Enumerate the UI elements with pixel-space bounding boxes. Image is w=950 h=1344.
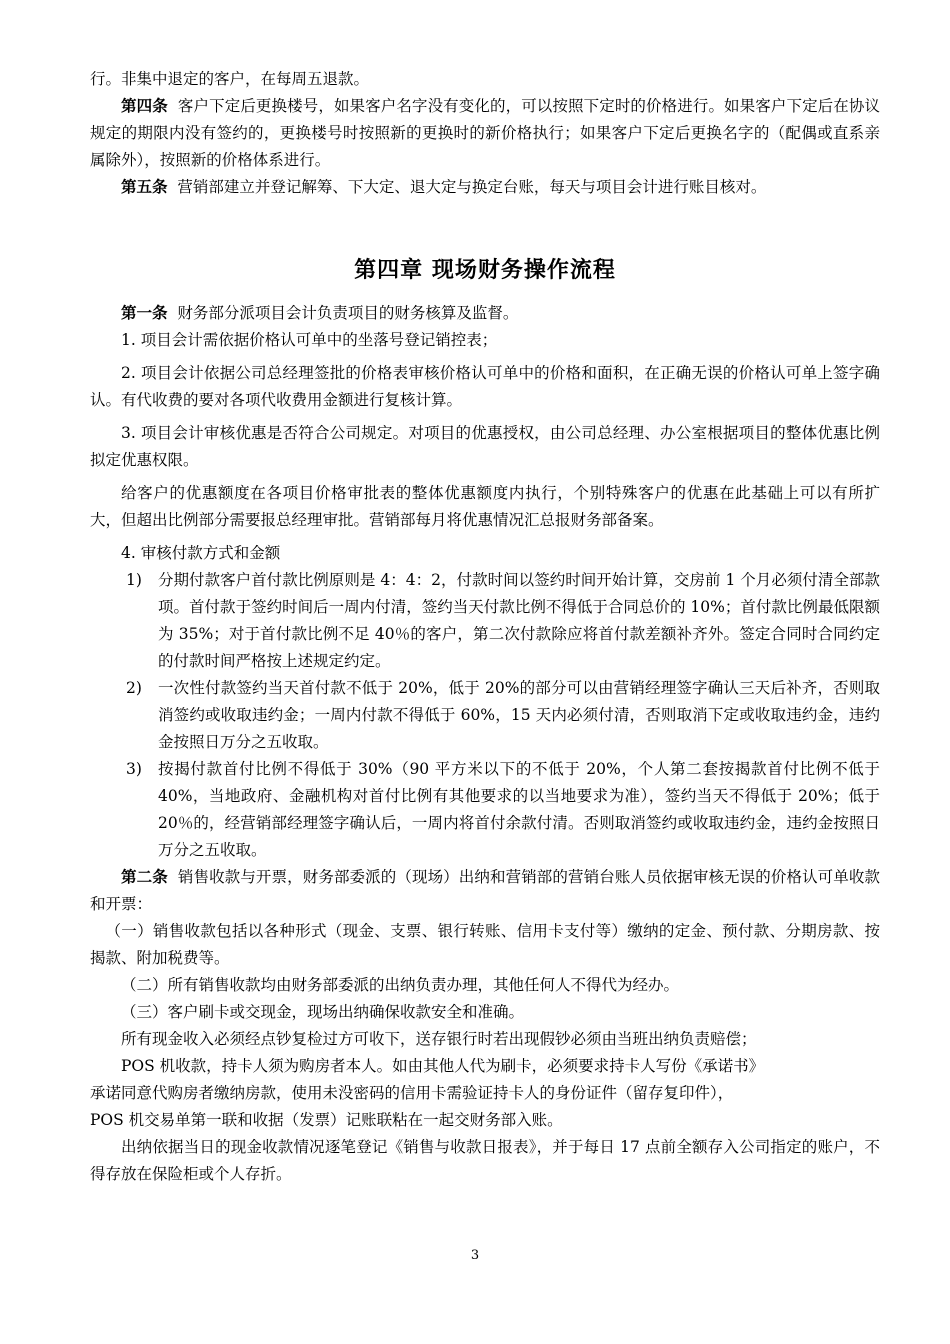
list-item-text: 一次性付款签约当天首付款不低于 20%，低于 20%的部分可以由营销经理签字确认三天后补齐，否则取消签约或收取违约金；一周内付款不得低于 60%，15 天内必须付清，否则取消下定或收取违约金，违约金按照日万分之五收取。 [158,679,880,751]
pos-line-1: POS 机收款，持卡人须为购房者本人。如由其他人代为刷卡，必须要求持卡人写份《承诺书》 [121,1057,765,1075]
list-item-text: 按揭付款首付比例不得低于 30%（90 平方米以下的不低于 20%，个人第二套按揭款首付比例不低于 40%，当地政府、金融机构对首付比例有其他要求的以当地要求为准），签约当天不得低于 20%；低于 20％的，经营销部经理签字确认后，一周内将首付余款付清。否则取消签约或收取违约金，违约金按照日万分之五收取。 [158,760,880,859]
document-page [90,66,880,1188]
article-5-title: 第五条 [121,178,168,196]
list-item-number: 3) [126,760,142,778]
clause-3: （三）客户刷卡或交现金，现场出纳确保收款安全和准确。 [121,1003,525,1021]
article-4-title: 第四条 [121,97,168,115]
item-4: 4. 审核付款方式和金额 [121,544,281,562]
item-1: 1. 项目会计需依据价格认可单中的坐落号登记销控表； [121,331,498,349]
cash-paragraph: 所有现金收入必须经点钞复检过方可收下，送存银行时若出现假钞必须由当班出纳负责赔偿； [121,1030,757,1048]
section-2 [90,864,880,918]
list-item [90,567,880,675]
article-4 [90,93,880,174]
paragraph-refund: 行。非集中退定的客户，在每周五退款。 [90,70,370,88]
list-item-number: 1) [126,571,142,589]
section-2-title: 第二条 [121,868,168,886]
chapter-title: 第四章 现场财务操作流程 [354,258,616,283]
section-1-title: 第一条 [121,304,168,322]
pos-line-3: POS 机交易单第一联和收据（发票）记账联粘在一起交财务部入账。 [90,1111,563,1129]
section-1 [90,300,880,327]
clause-1: （一）销售收款包括以各种形式（现金、支票、银行转账、信用卡支付等）缴纳的定金、预付款、分期房款、按揭款、附加税费等。 [90,922,880,967]
list-item-text: 分期付款客户首付款比例原则是 4：4：2，付款时间以签约时间开始计算，交房前 1 个月必须付清全部款项。首付款于签约时间后一周内付清，签约当天付款比例不得低于合同总价的 10%；首付款比例最低限额为 35%；对于首付款比例不足 40％的客户，第二次付款除应将首付款差额补齐外。签定合同时合同约定的付款时间严格按上述规定约定。 [158,571,880,670]
pos-line-2: 承诺同意代购房者缴纳房款，使用未没密码的信用卡需验证持卡人的身份证件（留存复印件）， [90,1084,734,1102]
list-item [90,675,880,756]
list-item-number: 2) [126,679,142,697]
article-4-text: 客户下定后更换楼号，如果客户名字没有变化的，可以按照下定时的价格进行。如果客户下定后在协议规定的期限内没有签约的，更换楼号时按照新的更换时的新价格执行；如果客户下定后更换名字的（配偶或直系亲属除外），按照新的价格体系进行。 [90,97,880,169]
discount-paragraph: 给客户的优惠额度在各项目价格审批表的整体优惠额度内执行，个别特殊客户的优惠在此基础上可以有所扩大，但超出比例部分需要报总经理审批。营销部每月将优惠情况汇总报财务部备案。 [90,484,880,529]
list-item [90,756,880,864]
clause-2: （二）所有销售收款均由财务部委派的出纳负责办理，其他任何人不得代为经办。 [121,976,680,994]
article-5 [90,174,880,201]
section-1-text: 财务部分派项目会计负责项目的财务核算及监督。 [177,304,519,322]
item-2: 2. 项目会计依据公司总经理签批的价格表审核价格认可单中的价格和面积，在正确无误的价格认可单上签字确认。有代收费的要对各项代收费用金额进行复核计算。 [90,364,880,409]
daily-report-paragraph: 出纳依据当日的现金收款情况逐笔登记《销售与收款日报表》，并于每日 17 点前全额存入公司指定的账户，不得存放在保险柜或个人存折。 [90,1138,880,1183]
section-2-text: 销售收款与开票，财务部委派的（现场）出纳和营销部的营销台账人员依据审核无误的价格认可单收款和开票： [90,868,880,913]
article-5-text: 营销部建立并登记解筹、下大定、退大定与换定台账，每天与项目会计进行账目核对。 [177,178,767,196]
item-3: 3. 项目会计审核优惠是否符合公司规定。对项目的优惠授权，由公司总经理、办公室根据项目的整体优惠比例拟定优惠权限。 [90,424,880,469]
page-number: 3 [470,1248,480,1263]
